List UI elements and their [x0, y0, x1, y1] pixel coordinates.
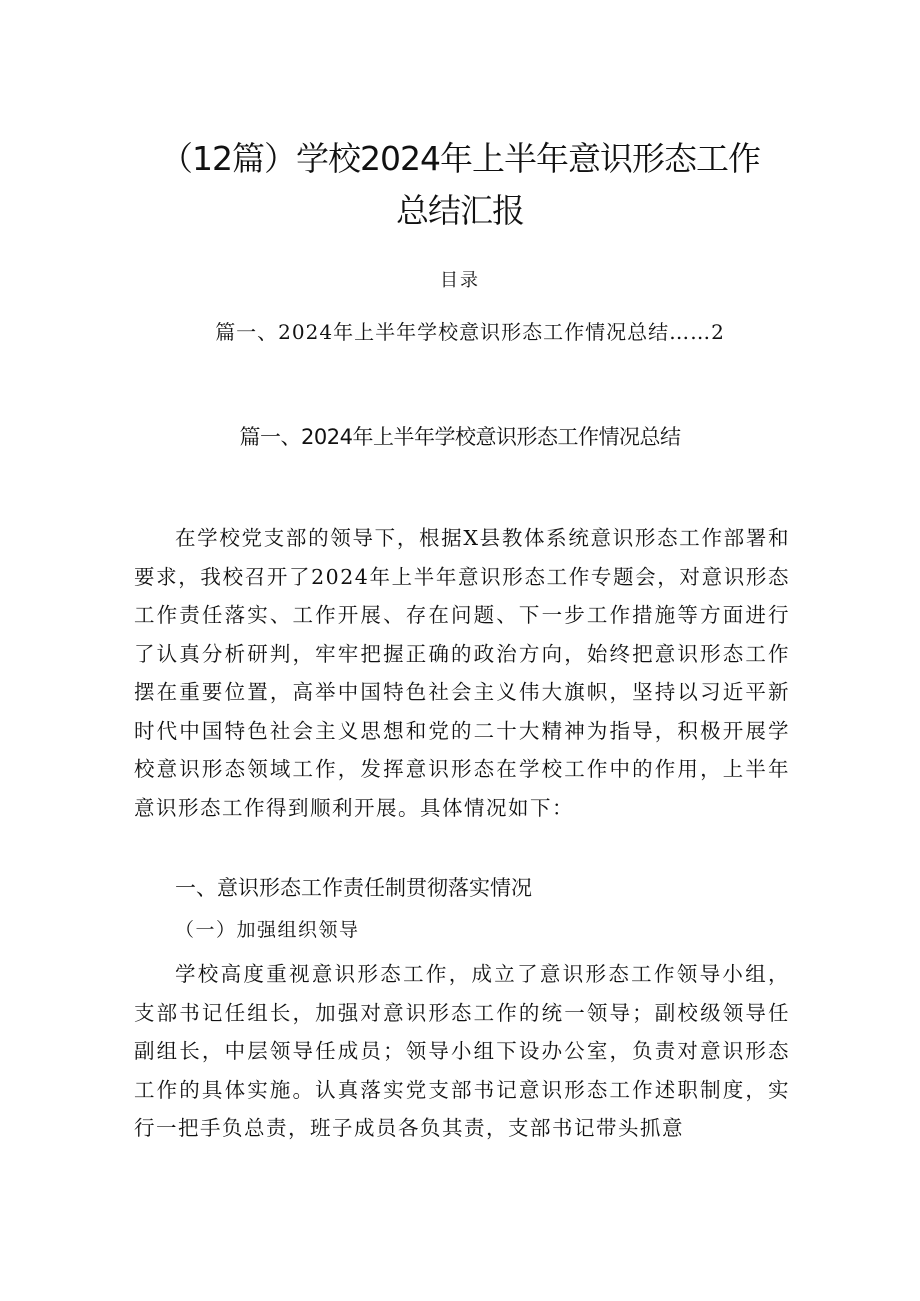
- section-title: 篇一、2024年上半年学校意识形态工作情况总结: [239, 425, 681, 449]
- heading-level-1: 一、意识形态工作责任制贯彻落实情况: [175, 876, 532, 900]
- document-title-line-1: （12篇）学校2024年上半年意识形态工作: [160, 139, 760, 178]
- toc-heading: 目录: [440, 270, 480, 291]
- toc-entry[interactable]: 篇一、2024年上半年学校意识形态工作情况总结……2: [215, 320, 725, 344]
- body-paragraph: 学校高度重视意识形态工作，成立了意识形态工作领导小组，支部书记任组长，加强对意识形态工作的统一领导；副校级领导任副组长，中层领导任成员；领导小组下设办公室，负责对意识形态工作的具体实施。认真落实党支部书记意识形态工作述职制度，实行一把手负总责，班子成员各负其责，支部书记带头抓意: [134, 962, 790, 1140]
- intro-paragraph: 在学校党支部的领导下，根据X县教体系统意识形态工作部署和要求，我校召开了2024年上半年意识形态工作专题会，对意识形态工作责任落实、工作开展、存在问题、下一步工作措施等方面进行了认真分析研判，牢牢把握正确的政治方向，始终把意识形态工作摆在重要位置，高举中国特色社会主义伟大旗帜，坚持以习近平新时代中国特色社会主义思想和党的二十大精神为指导，积极开展学校意识形态领域工作，发挥意识形态在学校工作中的作用，上半年意识形态工作得到顺利开展。具体情况如下：: [134, 526, 790, 820]
- document-title-line-2: 总结汇报: [396, 191, 524, 230]
- heading-level-2: （一）加强组织领导: [175, 919, 360, 941]
